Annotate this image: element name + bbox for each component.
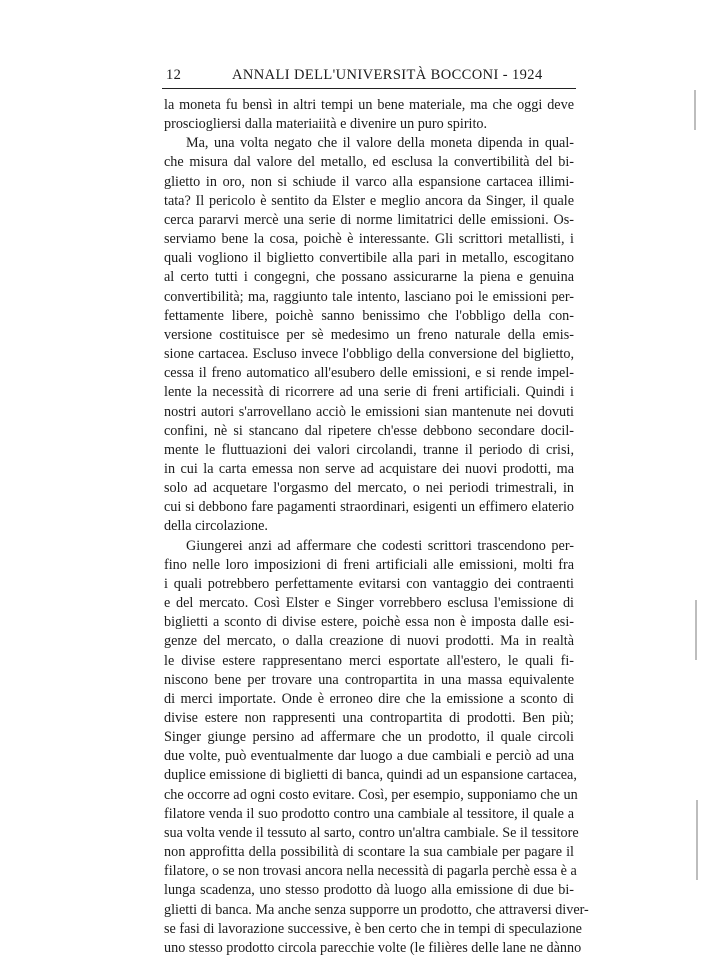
text-line: Giungerei anzi ad affermare che codesti scrittori trascendono per-: [186, 537, 574, 554]
text-line: convertibilità; ma, raggiunto tale intento, lasciano poi le emissioni per-: [164, 288, 574, 305]
text-line: la moneta fu bensì in altri tempi un bene materiale, ma che oggi deve: [164, 97, 574, 113]
page-edge-mark: [696, 800, 698, 880]
text-line: se fasi di lavorazione successive, è ben certo che in tempi di speculazione: [164, 920, 582, 937]
text-line: quali vogliono il biglietto convertibile alla pari in metallo, escogitano: [164, 250, 574, 267]
text-line: uno stesso prodotto circola parecchie volte (le filières delle lane ne dànno: [164, 939, 582, 956]
text-line: serviamo bene la cosa, poichè è interessante. Gli scrittori metallisti, i: [164, 231, 574, 248]
text-line: sua volta vende il tessuto al sarto, contro un'altra cambiale. Se il tessitore: [164, 824, 579, 841]
text-line: confini, nè si stancano dal ripetere ch'esse debbono secondare docil-: [164, 422, 574, 439]
running-header: [162, 67, 576, 89]
text-line: genze del mercato, o dalla creazione di nuovi prodotti. Ma in realtà: [164, 633, 574, 650]
text-line: Ma, una volta negato che il valore della moneta dipenda in qual-: [186, 135, 574, 152]
text-line: tata? Il pericolo è sentito da Elster e meglio ancora da Singer, il quale: [164, 192, 574, 209]
text-line: in cui la carta emessa non serve ad acquistare dei nuovi prodotti, ma: [164, 460, 574, 477]
text-line: cui si debbono fare pagamenti straordinari, esigenti un effimero elaterio: [164, 499, 574, 516]
text-line: lente la necessità di ricorrere ad una serie di freni artificiali. Quindi i: [164, 384, 574, 401]
text-line: duplice emissione di biglietti di banca, quindi ad un espansione cartacea,: [164, 767, 577, 784]
text-line: le divise estere rappresentano merci esportate all'estero, le quali fi-: [164, 652, 574, 669]
text-line: che misura dal valore del metallo, ed esclusa la convertibilità del bi-: [164, 154, 574, 171]
text-line: glietto in oro, non si schiude il varco alla espansione cartacea illimi-: [164, 173, 574, 190]
text-line: biglietti a sconto di divise estere, poichè essa non è imposta dalle esi-: [164, 614, 574, 631]
text-line: versione costituisce per sè medesimo un freno naturale della emis-: [164, 326, 574, 343]
text-line: filatore, o se non trovasi ancora nella necessità di pagarla perchè essa è a: [164, 863, 577, 880]
text-line: nostri autori s'arrovellano acciò le emissioni sian mantenute nei dovuti: [164, 403, 574, 420]
text-line: prosciogliersi dalla materiaiità e divenire un puro spirito.: [164, 116, 488, 133]
text-line: due volte, può eventualmente dar luogo a due cambiali e perciò ad una: [164, 748, 574, 765]
text-line: che occorre ad ogni costo evitare. Così, per esempio, supponiamo che un: [164, 786, 578, 803]
running-title: ANNALI DELL'UNIVERSITÀ BOCCONI - 1924: [232, 67, 543, 83]
text-line: non approfitta della possibilità di scontare la sua cambiale per pagare il: [164, 844, 574, 861]
text-line: fettamente libere, poichè sanno benissimo che l'obbligo della con-: [164, 307, 574, 324]
text-line: di merci importate. Onde è erroneo dire che la emissione a sconto di: [164, 690, 574, 707]
text-line: al certo tutti i congegni, che possano assicurarne la piena e genuina: [164, 269, 574, 286]
text-line: glietti di banca. Ma anche senza supporre un prodotto, che attraversi diver-: [164, 901, 589, 918]
text-line: i quali potrebbero perfettamente evitarsi con vantaggio dei contraenti: [164, 575, 574, 592]
text-line: mente le fluttuazioni dei valori circolandi, tranne il periodo di crisi,: [164, 441, 574, 458]
text-line: lunga scadenza, uno stesso prodotto dà luogo alla emissione di due bi-: [164, 882, 574, 899]
text-line: filatore venda il suo prodotto contro una cambiale al tessitore, il quale a: [164, 805, 574, 822]
page-edge-mark: [694, 90, 696, 130]
body-text: [164, 96, 589, 958]
text-line: niscono bene per trovare una contropartita in una massa equivalente: [164, 671, 574, 688]
text-line: cessa il freno automatico all'esubero delle emissioni, e si rende impel-: [164, 365, 574, 382]
text-line: cerca pararvi mercè una serie di norme limitatrici delle emissioni. Os-: [164, 211, 574, 228]
text-line: solo ad acquetare l'orgasmo del mercato, o nei periodi trimestrali, in: [164, 480, 574, 497]
text-line: divise estere non rappresenti una contropartita di prodotti. Ben più;: [164, 710, 574, 726]
page-number: 12: [166, 67, 182, 83]
text-line: della circolazione.: [164, 518, 268, 535]
header-rule: [162, 88, 576, 89]
page-edge-mark: [695, 600, 697, 660]
text-line: e del mercato. Così Elster e Singer vorrebbero esclusa l'emissione di: [164, 595, 574, 612]
text-line: sione cartacea. Escluso invece l'obbligo della conversione del biglietto,: [164, 346, 574, 363]
text-line: Singer giunge persino ad affermare che un prodotto, il quale circoli: [164, 729, 574, 746]
text-line: fino nelle loro imposizioni di freni artificiali alle emissioni, molti fra: [164, 556, 574, 573]
